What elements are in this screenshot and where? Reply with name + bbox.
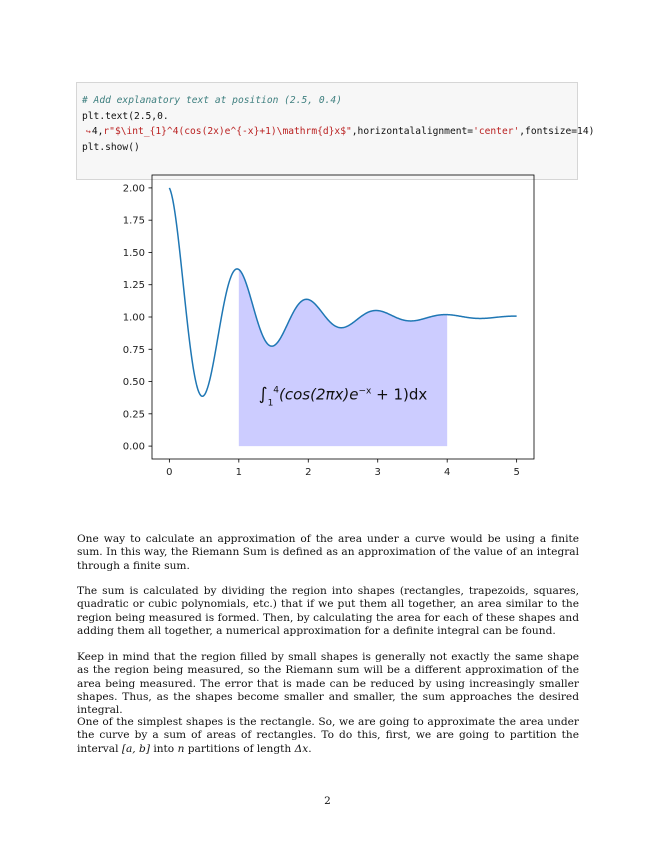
paragraph-1: One way to calculate an approximation of the area under a curve would be using a finite sum. In this way, the Riemann Sum is defined as an approximation of the value of an integral through a finite sum.: [77, 533, 579, 572]
paragraph-4: One of the simplest shapes is the rectangle. So, we are going to approximate the area under the curve by a sum of areas of rectangles. To do this, first, we are going to partition the interval [a, b] into n partitions of length Δx.: [77, 716, 579, 755]
line-continuation-icon: ↪: [86, 127, 91, 136]
y-tick-label: 2.00: [122, 183, 145, 195]
y-tick-label: 0.75: [122, 344, 145, 356]
paragraph-3: Keep in mind that the region filled by small shapes is generally not exactly the same shape as the region being measured, so the Riemann sum will be a different approximation of the area being measured. The error that is made can be reduced by using increasingly smaller shapes. Thus, as the shapes become smaller and smaller, the sum approaches the desired integral.: [77, 651, 579, 717]
y-tick-label: 1.00: [122, 312, 145, 324]
x-tick-label: 4: [443, 467, 451, 478]
x-tick-label: 3: [374, 467, 381, 478]
y-tick-label: 0.00: [122, 441, 145, 453]
y-tick-label: 1.25: [122, 280, 145, 292]
y-tick-label: 1.50: [122, 247, 145, 259]
code-line-text-call: plt.text(2.5,0.: [82, 110, 169, 122]
annotation-part: + 1)dx: [371, 385, 428, 404]
annotation-part: 1: [267, 398, 274, 409]
x-tick-label: 5: [513, 467, 520, 478]
y-tick-label: 1.75: [122, 215, 145, 227]
annotation-part: ∫: [258, 384, 268, 405]
x-tick-label: 1: [235, 467, 243, 478]
page-number: 2: [324, 795, 331, 807]
x-tick-label: 2: [305, 467, 312, 478]
y-tick-label: 0.50: [122, 377, 145, 389]
code-line-text-args: ↪4,r"$\int_{1}^4(cos(2x)e^{-x}+1)\mathrm{d}x$",horizontalalignment='center',fontsize=14): [86, 126, 595, 137]
annotation-part: (cos(2πx)e: [279, 385, 359, 404]
annotation-part: −x: [358, 386, 372, 397]
shaded-area: [239, 270, 447, 447]
code-line-show: plt.show(): [82, 141, 140, 153]
annotation-part: 4: [273, 385, 280, 396]
code-comment: # Add explanatory text at position (2.5, 0.4): [82, 95, 342, 106]
code-cell[interactable]: [76, 82, 595, 180]
plot-figure: [112, 172, 542, 490]
paragraph-2: The sum is calculated by dividing the region into shapes (rectangles, trapezoids, squares, quadratic or cubic polynomials, etc.) that if we put them all together, an area similar to the region being measured is formed. Then, by calculating the area for each of these shapes and adding them all together, a numerical approximation for a definite integral can be found.: [77, 585, 579, 637]
plot-svg: [112, 172, 542, 490]
y-tick-label: 0.25: [122, 409, 145, 421]
x-tick-label: 0: [166, 467, 173, 478]
